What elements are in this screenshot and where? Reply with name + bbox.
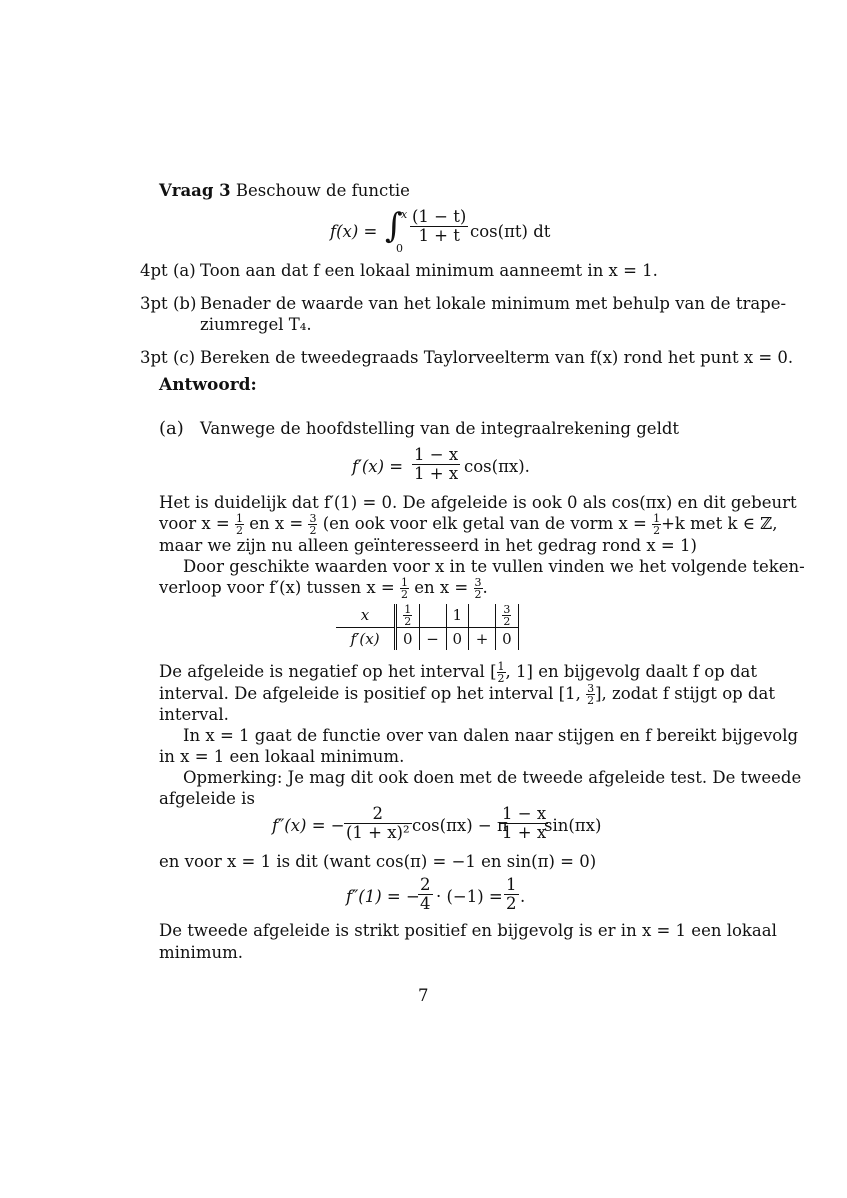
p2-half-frac xyxy=(400,577,409,600)
threehalf-num-2: 3 xyxy=(474,576,482,589)
sign-table-fprime-cell: − xyxy=(419,628,446,651)
fprime-numerator: 1 − x xyxy=(414,445,459,464)
sign-table-fprime-cell: 0 xyxy=(496,628,519,651)
f2-frac1 xyxy=(344,805,412,842)
p3-half-frac xyxy=(497,661,506,684)
integral-sign: ∫ xyxy=(385,206,403,246)
fprime-denominator: 1 + x xyxy=(414,464,459,483)
sign-table-fprime-cell: 0 xyxy=(396,628,420,651)
part-c xyxy=(140,347,195,368)
p5-line1: Opmerking: Je mag dit ook doen met de tweede afgeleide test. De tweede xyxy=(183,768,802,787)
f2-tail: sin(πx) xyxy=(544,816,602,835)
sign-table-row-fprime xyxy=(336,628,518,651)
f2-num1: 2 xyxy=(344,805,412,824)
part-b-text-line1: Benader de waarde van het lokale minimum met behulp van de trape- xyxy=(200,294,787,313)
half-den-2: 2 xyxy=(653,524,661,537)
f2at1-result-frac xyxy=(504,876,519,913)
p3-threehalf-frac xyxy=(586,683,595,706)
p3-l1-b: , 1] en bijgevolg daalt f op dat xyxy=(505,662,757,681)
integral-lower: 0 xyxy=(396,242,403,255)
page-number: 7 xyxy=(418,986,429,1005)
answer-intro: Vanwege de hoofdstelling van de integraalrekening geldt xyxy=(200,419,680,438)
p3-l2-a: interval. De afgeleide is positief op het interval [1, xyxy=(159,684,581,703)
f2at1-rnum: 1 xyxy=(506,875,517,894)
p3-line2 xyxy=(159,683,775,706)
p7-line2: minimum. xyxy=(159,943,243,962)
fprime-lhs: f′(x) = xyxy=(352,457,404,476)
f2at1-mid: · (−1) = xyxy=(436,887,503,906)
question-intro: Beschouw de functie xyxy=(235,181,410,200)
half-den-3: 2 xyxy=(400,588,408,601)
sign-table-x-cell: 1 xyxy=(446,604,469,628)
f2-lhs: f″(x) = − xyxy=(272,816,345,835)
sign-table-fprime-label: f′(x) xyxy=(336,628,396,651)
p1-half-frac-2 xyxy=(652,513,661,536)
p1-l2-b: en x = xyxy=(249,514,304,533)
f2-frac2 xyxy=(500,805,548,842)
p1-line3: maar we zijn nu alleen geïnteresseerd in het gedrag rond x = 1) xyxy=(159,536,697,555)
part-a-points: 4pt xyxy=(140,261,168,280)
threehalf-den-3: 2 xyxy=(587,694,595,707)
f2at1-den: 4 xyxy=(420,894,431,913)
f2at1-lhs: f″(1) = − xyxy=(346,887,420,906)
p1-line1: Het is duidelijk dat f′(1) = 0. De afgeleide is ook 0 als cos(πx) en dit gebeurt xyxy=(159,493,797,512)
half-num-3: 1 xyxy=(400,576,408,589)
answer-heading: Antwoord: xyxy=(159,375,257,395)
p4-line1: In x = 1 gaat de functie over van dalen naar stijgen en f bereikt bijgevolg xyxy=(183,726,799,745)
half-num-4: 1 xyxy=(497,660,505,673)
sign-table-fprime-cell: + xyxy=(469,628,496,651)
table-threehalf-num: 3 xyxy=(503,603,511,616)
table-half-num: 1 xyxy=(404,603,412,616)
p2-line2 xyxy=(159,577,488,600)
p3-l1-a: De afgeleide is negatief op het interval [ xyxy=(159,662,497,681)
integrand-denominator: 1 + t xyxy=(418,226,460,245)
fprime-formula xyxy=(352,446,552,486)
part-c-label: (c) xyxy=(172,348,196,367)
threehalf-den-2: 2 xyxy=(474,588,482,601)
p2-l2-a: verloop voor f′(x) tussen x = xyxy=(159,578,395,597)
sign-table-x-cell xyxy=(396,604,420,628)
half-num: 1 xyxy=(235,512,243,525)
f2-den2: 1 + x xyxy=(502,823,547,842)
integrand-fraction xyxy=(410,208,468,245)
question-title: Vraag 3 xyxy=(159,181,231,200)
part-b-label: (b) xyxy=(172,294,197,313)
integrand-numerator: (1 − t) xyxy=(412,207,467,226)
sign-table-row-x xyxy=(336,604,518,628)
fprime-fraction xyxy=(412,446,460,483)
p7-line1: De tweede afgeleide is strikt positief en bijgevolg is er in x = 1 een lokaal xyxy=(159,921,777,940)
fprime-tail: cos(πx). xyxy=(464,457,530,476)
sign-table-x-cell xyxy=(496,604,519,628)
p6: en voor x = 1 is dit (want cos(π) = −1 en sin(π) = 0) xyxy=(159,852,597,871)
p2-line1: Door geschikte waarden voor x in te vullen vinden we het volgende teken- xyxy=(183,557,805,576)
p2-threehalf-frac xyxy=(474,577,483,600)
sign-table-x-cell xyxy=(469,604,496,628)
f2at1-frac xyxy=(418,876,433,913)
part-c-points: 3pt xyxy=(140,348,168,367)
p2-period: . xyxy=(482,578,488,597)
f2-num2: 1 − x xyxy=(502,804,547,823)
sign-table-x-cell xyxy=(419,604,446,628)
p1-l2-d: +k met k ∈ ℤ, xyxy=(661,514,778,533)
p4-line2: in x = 1 een lokaal minimum. xyxy=(159,747,405,766)
f2at1-formula xyxy=(346,876,546,916)
threehalf-num-3: 3 xyxy=(587,682,595,695)
table-half-den: 2 xyxy=(404,615,412,628)
f2-mid: cos(πx) − π xyxy=(412,816,508,835)
sign-table-x-label: x xyxy=(336,604,396,628)
answer-part-label: (a) xyxy=(159,418,184,439)
part-a xyxy=(140,260,196,281)
half-den: 2 xyxy=(235,524,243,537)
sign-table xyxy=(336,604,519,650)
p1-line2 xyxy=(159,513,777,536)
threehalf-num: 3 xyxy=(309,512,317,525)
formula-lhs: f(x) = xyxy=(330,222,378,241)
p1-l2-c: (en ook voor elk getal van de vorm x = xyxy=(322,514,647,533)
p3-line1 xyxy=(159,661,757,684)
half-num-2: 1 xyxy=(653,512,661,525)
f2at1-tail: . xyxy=(520,887,526,906)
f2at1-rden: 2 xyxy=(506,894,517,913)
p1-threehalf-frac xyxy=(308,513,317,536)
table-threehalf-den: 2 xyxy=(503,615,511,628)
p1-l2-a: voor x = xyxy=(159,514,230,533)
p5-line2: afgeleide is xyxy=(159,789,255,808)
question-heading xyxy=(159,180,410,201)
part-a-label: (a) xyxy=(172,261,196,280)
p2-l2-b: en x = xyxy=(414,578,469,597)
threehalf-den: 2 xyxy=(309,524,317,537)
half-den-4: 2 xyxy=(497,672,505,685)
integrand-tail: cos(πt) dt xyxy=(470,222,551,241)
f2-den1: (1 + x)² xyxy=(346,823,410,842)
part-b xyxy=(140,293,196,314)
f2-formula xyxy=(272,805,612,845)
p3-line3: interval. xyxy=(159,705,229,724)
f2at1-num: 2 xyxy=(420,875,431,894)
part-b-text-line2: ziumregel T₄. xyxy=(200,315,312,334)
part-c-text: Bereken de tweedegraads Taylorveelterm van f(x) rond het punt x = 0. xyxy=(200,348,794,367)
p3-l2-b: ], zodat f stijgt op dat xyxy=(595,684,775,703)
p1-half-frac xyxy=(235,513,244,536)
integral-upper: x xyxy=(401,208,408,221)
part-b-points: 3pt xyxy=(140,294,168,313)
part-a-text: Toon aan dat f een lokaal minimum aanneemt in x = 1. xyxy=(200,261,658,280)
sign-table-fprime-cell: 0 xyxy=(446,628,469,651)
